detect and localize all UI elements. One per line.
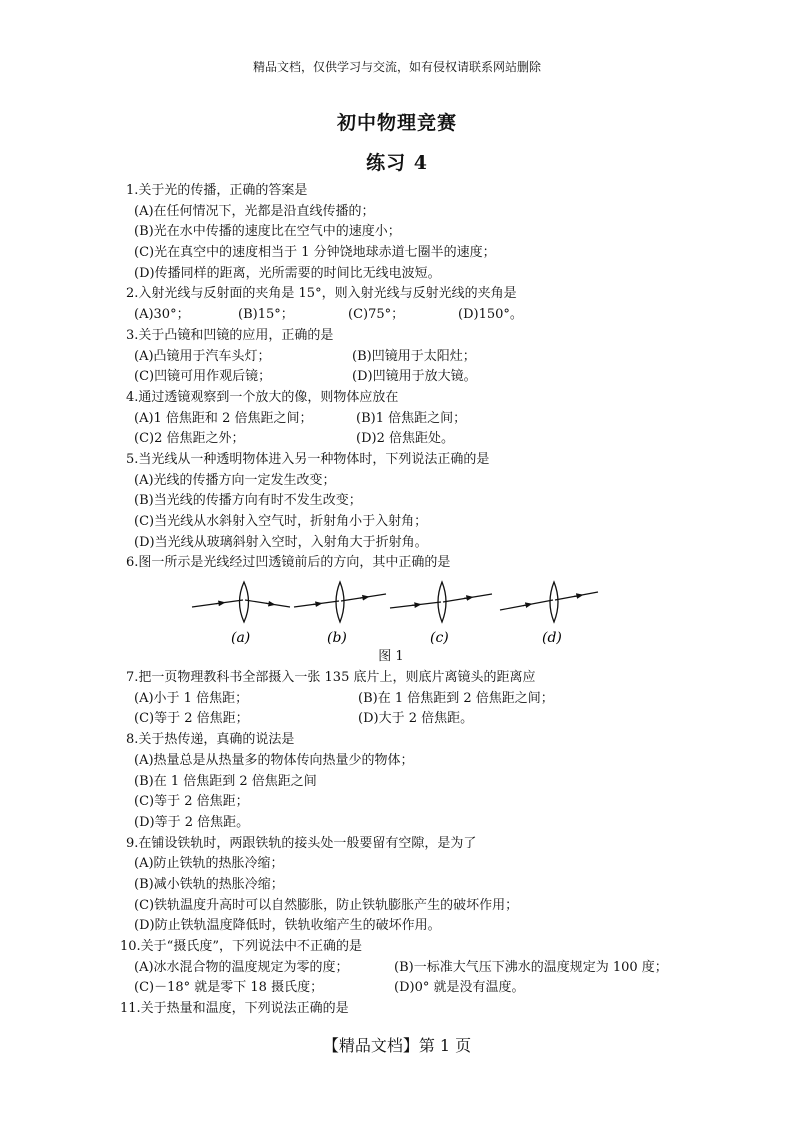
q11-stem: 11.关于热量和温度，下列说法正确的是 [120,1001,349,1017]
q4-option-a: (A)1 倍焦距和 2 倍焦距之间； [134,410,313,426]
figure-label-b: (b) [327,630,347,647]
q10-option-c: (C)－18° 就是零下 18 摄氏度； [134,980,324,996]
figure-label-c: (c) [430,630,449,647]
q1-option-c: (C)光在真空中的速度相当于 1 分钟饶地球赤道七圈半的速度； [134,245,496,261]
q3-options-row2 [126,367,706,388]
q8-option-c: (C)等于 2 倍焦距； [134,794,249,810]
page-subtitle: 练习 4 [366,152,428,174]
q9-option-c: (C)铁轨温度升高时可以自然膨胀，防止铁轨膨胀产生的破坏作用； [134,897,519,913]
q2-option-b: (B)15°； [238,307,294,323]
q5-option-a: (A)光线的传播方向一定发生改变； [134,472,336,488]
question-list [120,181,706,1020]
q3-option-b: (B)凹镜用于太阳灶； [352,348,476,364]
figure-a [192,582,290,646]
q10-options-row1 [126,958,706,979]
q1-option-a: (A)在任何情况下，光都是沿直线传播的； [134,203,375,219]
q1-option-b: (B)光在水中传播的速度比在空气中的速度小； [134,224,401,240]
q4-options-row2 [126,429,706,450]
q9-option-a: (A)防止铁轨的热胀冷缩； [134,856,284,872]
lens-diagram [186,578,606,646]
q1-stem: 1.关于光的传播，正确的答案是 [126,183,308,198]
q5-option-d: (D)当光线从玻璃斜射入空时，入射角大于折射角。 [134,534,428,550]
q2-options [126,305,706,326]
q7-options-row2 [126,709,706,730]
figure-c [390,582,492,646]
q4-option-d: (D)2 倍焦距处。 [356,431,454,447]
q3-option-a: (A)凸镜用于汽车头灯； [134,348,271,364]
q5-option-b: (B)当光线的传播方向有时不发生改变； [134,493,362,509]
q7-option-c: (C)等于 2 倍焦距； [134,711,249,727]
q6-stem: 6.图一所示是光线经过凹透镜前后的方向，其中正确的是 [126,555,451,571]
page-title: 初中物理竞赛 [336,112,457,134]
q1-option-d: (D)传播同样的距离，光所需要的时间比无线电波短。 [134,265,441,281]
figure-b [294,582,386,646]
q2-option-d: (D)150°。 [458,307,523,323]
q10-options-row2 [126,978,706,999]
q5-stem: 5.当光线从一种透明物体进入另一种物体时，下列说法正确的是 [126,451,490,467]
q10-option-b: (B)一标准大气压下沸水的温度规定为 100 度； [394,959,668,975]
q7-option-b: (B)在 1 倍焦距到 2 倍焦距之间； [358,690,554,706]
q5-option-c: (C)当光线从水斜射入空气时，折射角小于入射角； [134,514,428,529]
q10-stem: 10.关于“摄氏度”，下列说法中不正确的是 [120,939,362,954]
q3-option-d: (D)凹镜用于放大镜。 [352,369,477,385]
figure-caption: 图 1 [378,649,404,665]
q10-option-d: (D)0° 就是没有温度。 [394,980,525,996]
figure-label-d: (d) [542,630,562,647]
q4-option-c: (C)2 倍焦距之外； [134,431,245,447]
lens-figure [126,574,706,646]
header-note: 精品文档，仅供学习与交流，如有侵权请联系网站删除 [252,60,541,74]
q7-option-d: (D)大于 2 倍焦距。 [358,711,474,727]
q9-option-b: (B)减小铁轨的热胀冷缩； [134,876,284,892]
q4-option-b: (B)1 倍焦距之间； [356,410,467,426]
figure-d [500,582,598,646]
q8-stem: 8.关于热传递，真确的说法是 [126,732,295,748]
q2-option-c: (C)75°； [348,307,405,323]
q10-option-a: (A)冰水混合物的温度规定为零的度； [134,959,349,975]
q8-option-a: (A)热量总是从热量多的物体传向热量少的物体； [134,752,414,768]
q7-option-a: (A)小于 1 倍焦距； [134,690,249,706]
q3-options-row1 [126,347,706,368]
q4-options-row1 [126,409,706,430]
q7-stem: 7.把一页物理教科书全部摄入一张 135 底片上，则底片离镜头的距离应 [126,670,536,686]
q2-stem: 2.入射光线与反射面的夹角是 15°，则入射光线与反射光线的夹角是 [126,286,517,302]
page-footer: 【精品文档】第 1 页 [322,1036,472,1055]
q2-option-a: (A)30°； [134,307,190,323]
q7-options-row1 [126,689,706,710]
q8-option-d: (D)等于 2 倍焦距。 [134,814,250,830]
q9-stem: 9.在铺设铁轨时，两跟铁轨的接头处一般要留有空隙，是为了 [126,835,477,851]
q3-option-c: (C)凹镜可用作观后镜； [134,369,272,385]
q3-stem: 3.关于凸镜和凹镜的应用，正确的是 [126,327,334,343]
q8-option-b: (B)在 1 倍焦距到 2 倍焦距之间 [134,773,317,789]
figure-label-a: (a) [231,630,251,647]
q4-stem: 4.通过透镜观察到一个放大的像，则物体应放在 [126,389,399,405]
q9-option-d: (D)防止铁轨温度降低时，铁轨收缩产生的破坏作用。 [134,918,441,934]
